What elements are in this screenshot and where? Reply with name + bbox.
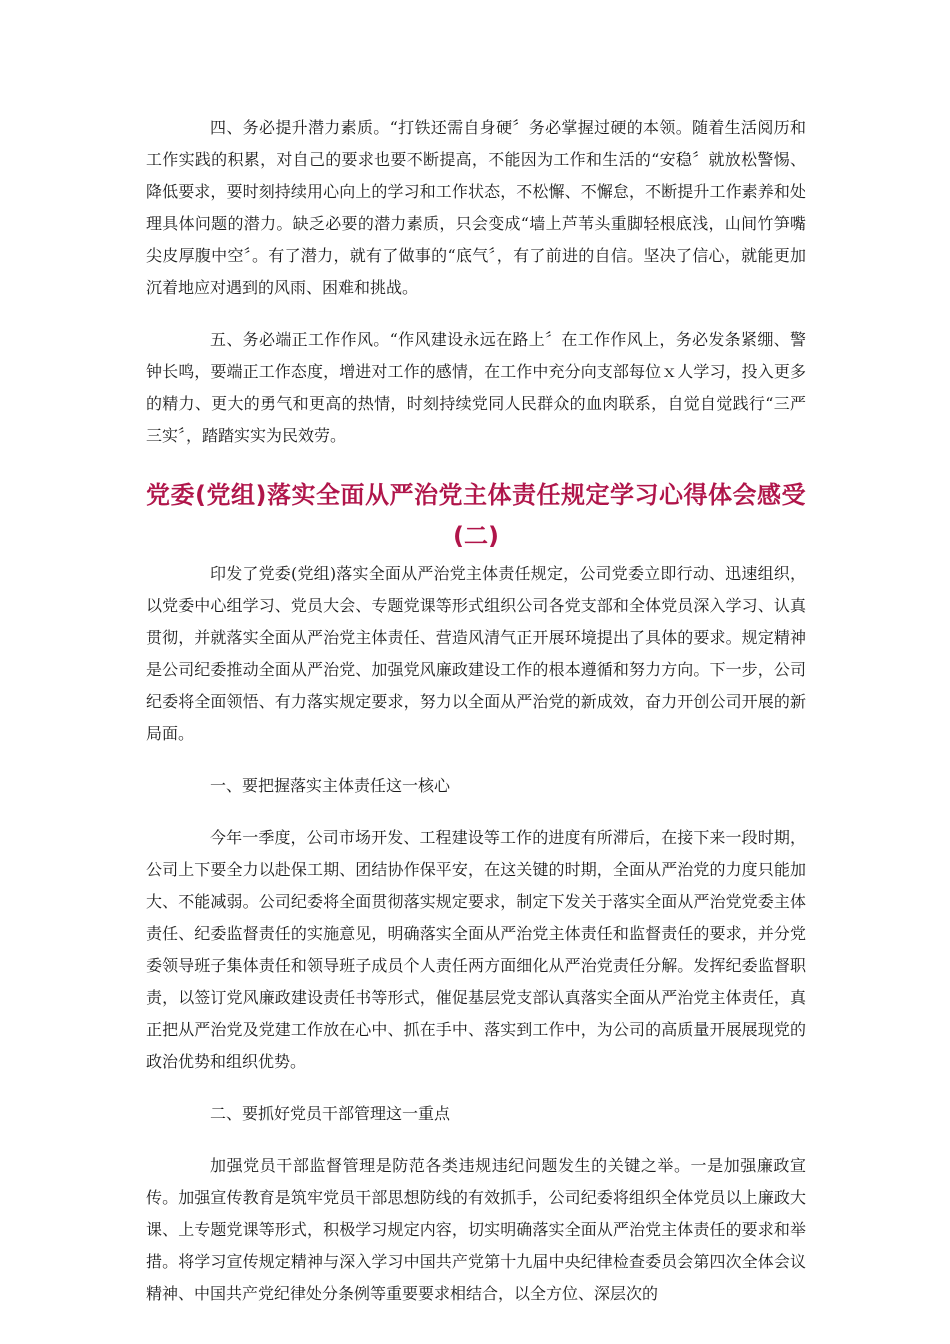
- paragraph-section-four: 四、务必提升潜力素质。“打铁还需自身硬〞务必掌握过硬的本领。随着生活阅历和工作实践的积累，对自己的要求也要不断提高，不能因为工作和生活的“安稳〞就放松警惕、降低要求，要时刻持续用心向上的学习和工作状态，不松懈、不懈怠，不断提升工作素养和处理具体问题的潜力。缺乏必要的潜力素质，只会变成“墙上芦苇头重脚轻根底浅，山间竹笋嘴尖皮厚腹中空〞。有了潜力，就有了做事的“底气〞，有了前进的自信。坚决了信心，就能更加沉着地应对遇到的风雨、困难和挑战。: [146, 118, 806, 297]
- document-title: 党委(党组)落实全面从严治党主体责任规定学习心得体会感受: [146, 481, 806, 509]
- document-subtitle: (二): [453, 522, 499, 550]
- heading-one: 一、要把握落实主体责任这一核心: [210, 776, 451, 795]
- paragraph-intro: 印发了党委(党组)落实全面从严治党主体责任规定，公司党委立即行动、迅速组织，以党委中心组学习、党员大会、专题党课等形式组织公司各党支部和全体党员深入学习、认真贯彻，并就落实全面从严治党主体责任、营造风清气正开展环境提出了具体的要求。规定精神是公司纪委推动全面从严治党、加强党风廉政建设工作的根本遵循和努力方向。下一步，公司纪委将全面领悟、有力落实规定要求，努力以全面从严治党的新成效，奋力开创公司开展的新局面。: [146, 564, 806, 743]
- paragraph-section-five: 五、务必端正工作作风。“作风建设永远在路上〞在工作作风上，务必发条紧绷、警钟长鸣，要端正工作态度，增进对工作的感情，在工作中充分向支部每位ｘ人学习，投入更多的精力、更大的勇气和更高的热情，时刻持续党同人民群众的血肉联系，自觉自觉践行“三严三实〞，踏踏实实为民效劳。: [146, 330, 806, 445]
- heading-two: 二、要抓好党员干部管理这一重点: [210, 1104, 451, 1123]
- document-page: [146, 112, 806, 1310]
- paragraph-one: 今年一季度，公司市场开发、工程建设等工作的进度有所滞后，在接下来一段时期，公司上下要全力以赴保工期、团结协作保平安，在这关键的时期，全面从严治党的力度只能加大、不能减弱。公司纪委将全面贯彻落实规定要求，制定下发关于落实全面从严治党党委主体责任、纪委监督责任的实施意见，明确落实全面从严治党主体责任和监督责任的要求，并分党委领导班子集体责任和领导班子成员个人责任两方面细化从严治党责任分解。发挥纪委监督职责，以签订党风廉政建设责任书等形式，催促基层党支部认真落实全面从严治党主体责任，真正把从严治党及党建工作放在心中、抓在手中、落实到工作中，为公司的高质量开展展现党的政治优势和组织优势。: [146, 828, 806, 1071]
- paragraph-two: 加强党员干部监督管理是防范各类违规违纪问题发生的关键之举。一是加强廉政宣传。加强宣传教育是筑牢党员干部思想防线的有效抓手，公司纪委将组织全体党员以上廉政大课、上专题党课等形式，积极学习规定内容，切实明确落实全面从严治党主体责任的要求和举措。将学习宣传规定精神与深入学习中国共产党第十九届中央纪律检查委员会第四次全体会议精神、中国共产党纪律处分条例等重要要求相结合，以全方位、深层次的: [146, 1156, 806, 1303]
